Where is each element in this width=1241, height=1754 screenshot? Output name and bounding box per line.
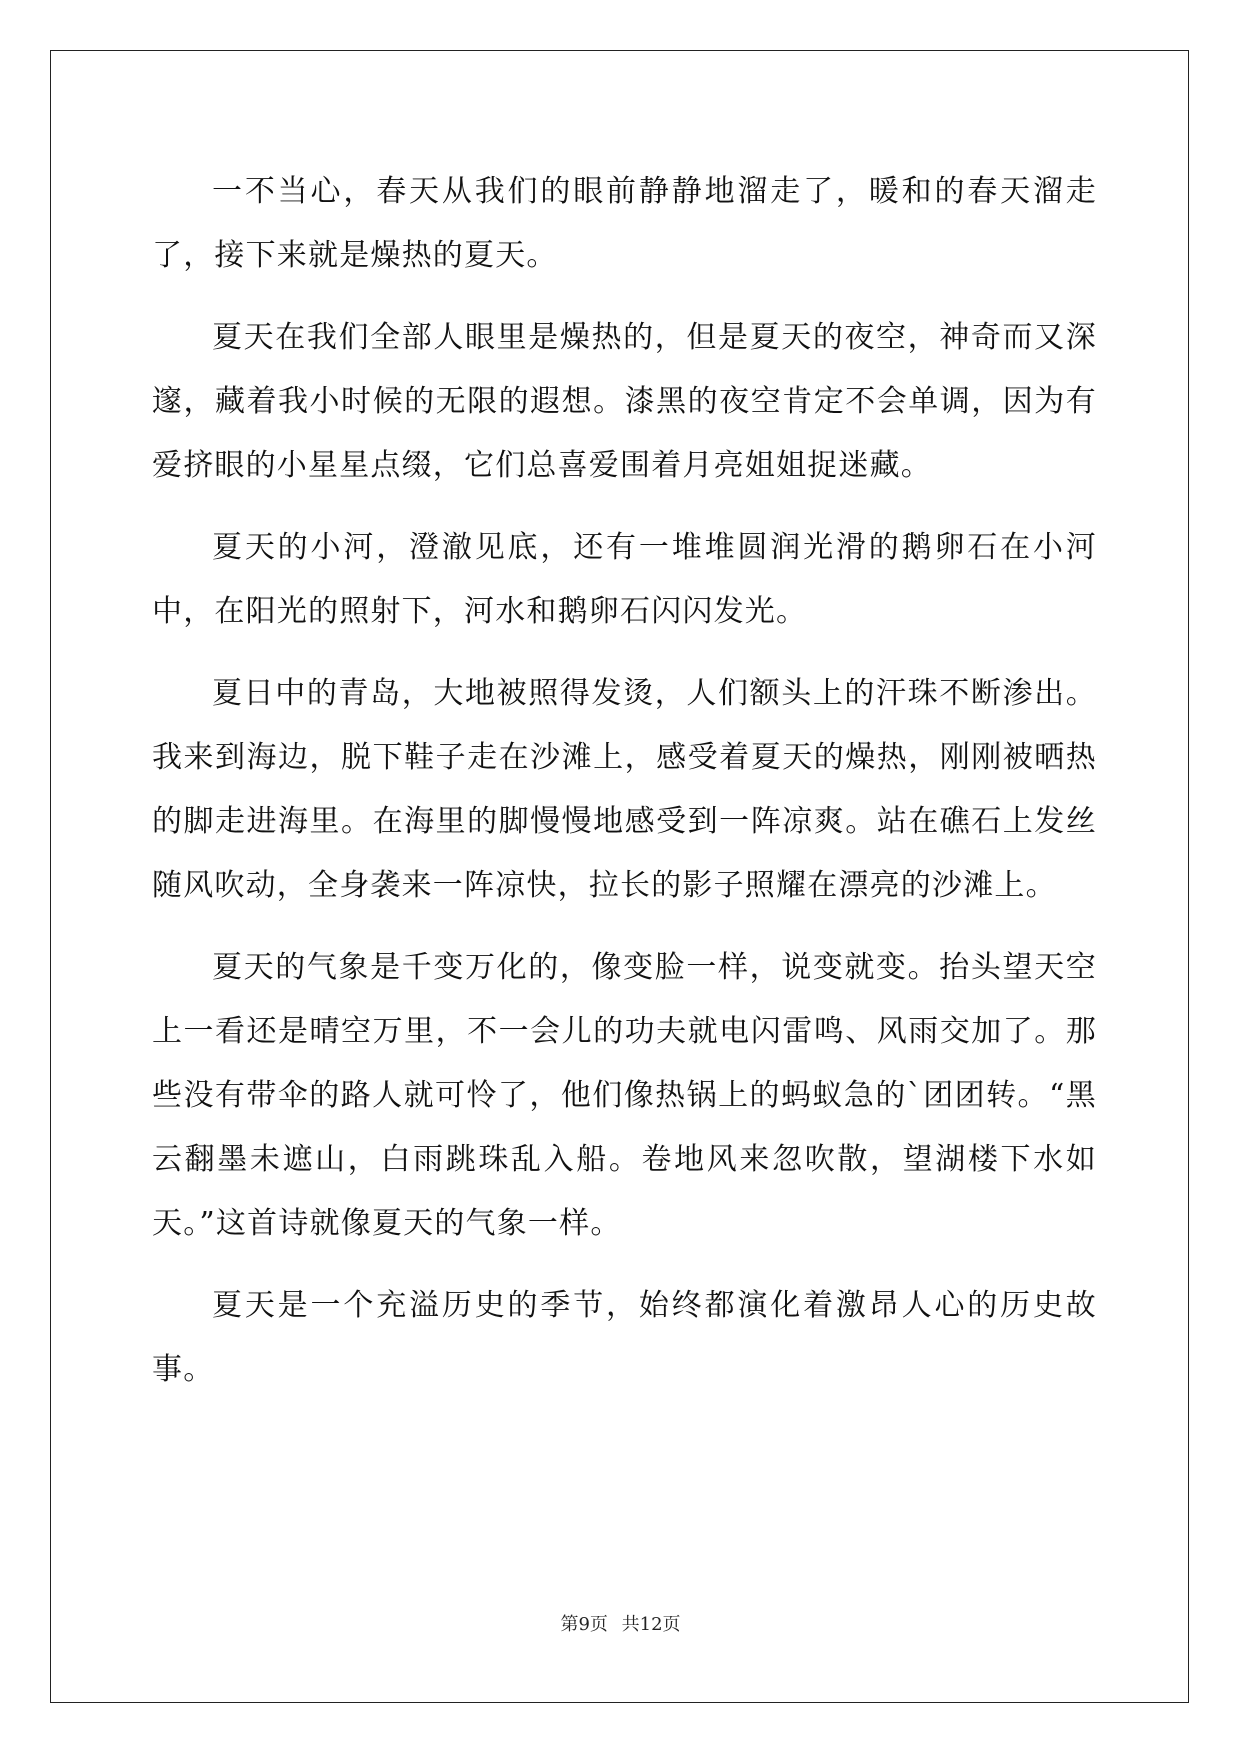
page-footer	[0, 1610, 1241, 1636]
page-number: 第9页	[560, 1614, 608, 1635]
paragraph-6: 夏天是一个充溢历史的季节，始终都演化着激昂人心的历史故事。	[152, 1288, 1097, 1387]
document-body	[152, 160, 1097, 1420]
paragraph-3: 夏天的小河，澄澈见底，还有一堆堆圆润光滑的鹅卵石在小河中，在阳光的照射下，河水和鹅卵石闪闪发光。	[152, 530, 1097, 629]
paragraph-2: 夏天在我们全部人眼里是燥热的，但是夏天的夜空，神奇而又深邃，藏着我小时候的无限的遐想。漆黑的夜空肯定不会单调，因为有爱挤眼的小星星点缀，它们总喜爱围着月亮姐姐捉迷藏。	[152, 320, 1097, 483]
page-total: 共12页	[621, 1614, 681, 1635]
paragraph-4: 夏日中的青岛，大地被照得发烫，人们额头上的汗珠不断渗出。我来到海边，脱下鞋子走在沙滩上，感受着夏天的燥热，刚刚被晒热的脚走进海里。在海里的脚慢慢地感受到一阵凉爽。站在礁石上发丝随风吹动，全身袭来一阵凉快，拉长的影子照耀在漂亮的沙滩上。	[152, 676, 1097, 903]
paragraph-5: 夏天的气象是千变万化的，像变脸一样，说变就变。抬头望天空上一看还是晴空万里，不一会儿的功夫就电闪雷鸣、风雨交加了。那些没有带伞的路人就可怜了，他们像热锅上的蚂蚁急的`团团转。“黑云翻墨未遮山，白雨跳珠乱入船。卷地风来忽吹散，望湖楼下水如天。”这首诗就像夏天的气象一样。	[152, 950, 1097, 1241]
paragraph-1: 一不当心，春天从我们的眼前静静地溜走了，暖和的春天溜走了，接下来就是燥热的夏天。	[152, 174, 1097, 273]
